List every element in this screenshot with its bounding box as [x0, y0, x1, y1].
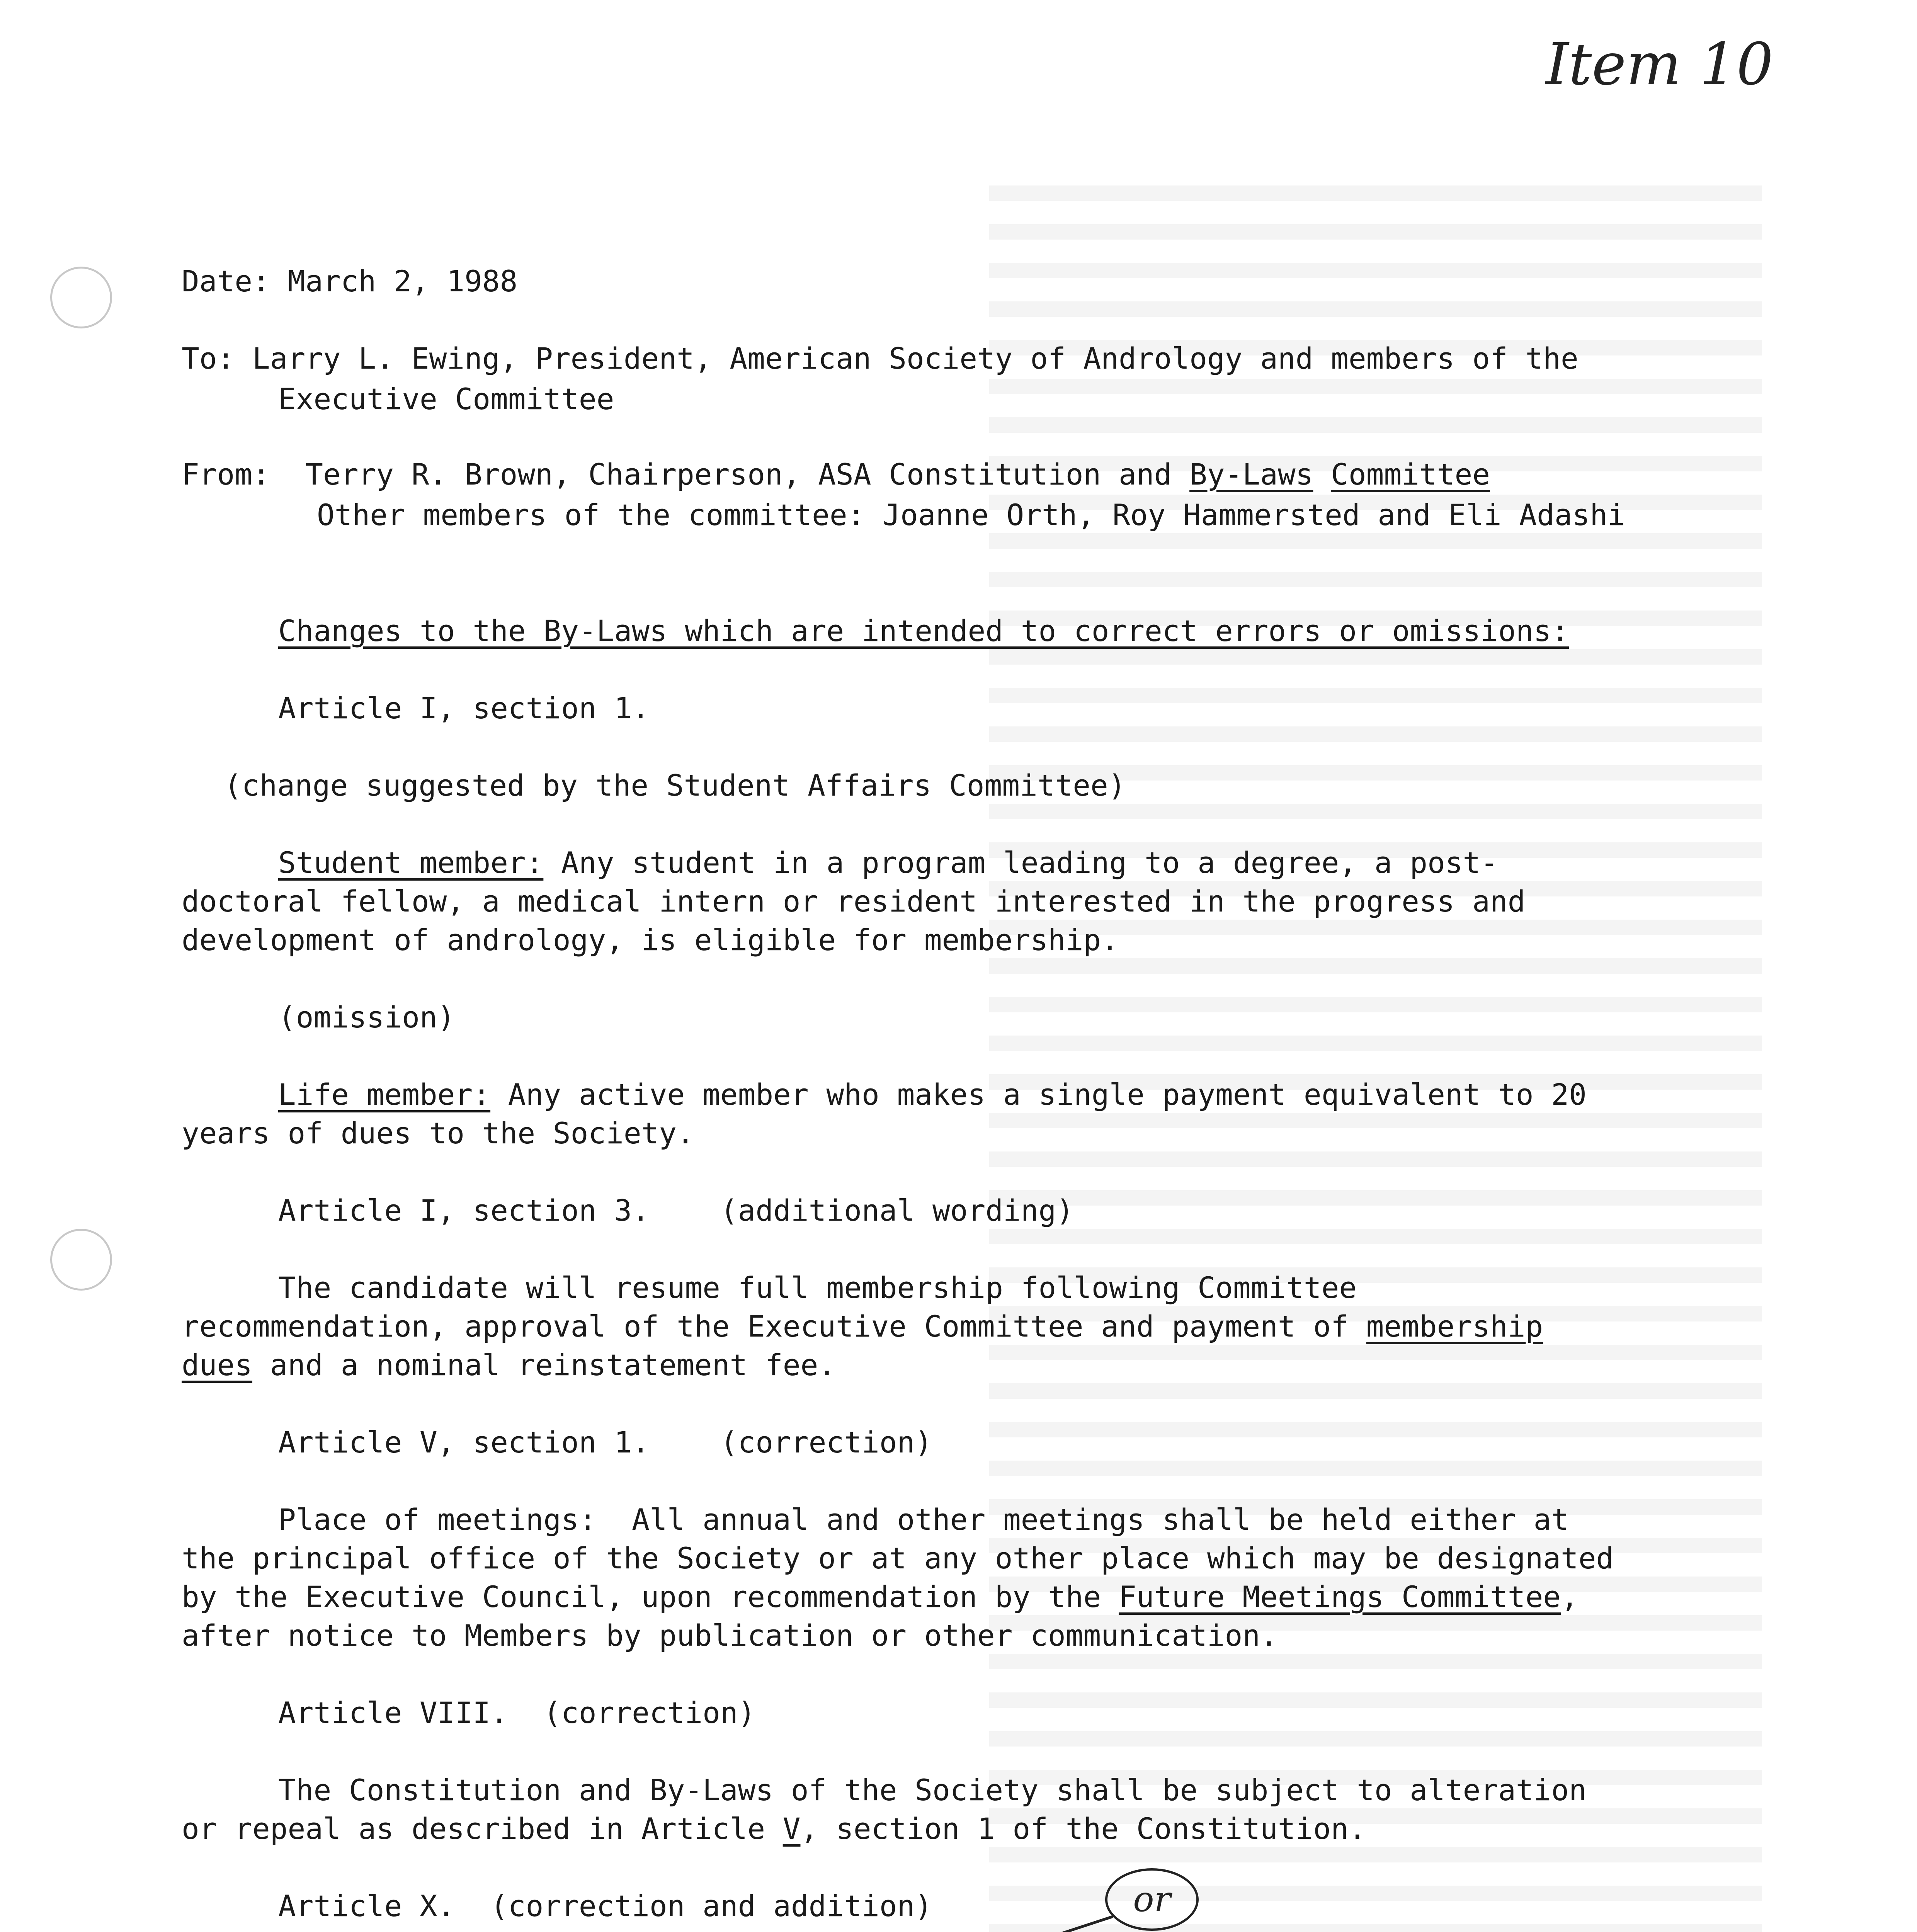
from-line-1 — [182, 457, 1490, 492]
life-member-term: Life member: — [278, 1077, 491, 1112]
article-1-note: (change suggested by the Student Affairs Committee) — [224, 768, 1126, 803]
candidate-line-3 — [182, 1350, 836, 1380]
place-comma: , — [1560, 1580, 1579, 1614]
article-10: Article X. (correction and addition) — [278, 1889, 932, 1923]
from-text: From: Terry R. Brown, Chairperson, ASA Constitution and — [182, 457, 1190, 492]
article-8: Article VIII. (correction) — [278, 1696, 756, 1730]
student-member-text: Any student in a program leading to a degree, a post- — [543, 845, 1499, 880]
section-title: Changes to the By-Laws which are intended to correct errors or omissions: — [278, 614, 1569, 648]
article-1-section-1: Article I, section 1. — [278, 691, 650, 725]
place-line-1: Place of meetings: All annual and other meetings shall be held either at — [278, 1502, 1569, 1537]
bleed-through-shadow — [989, 185, 1762, 1932]
hole-punch-middle — [50, 1229, 112, 1291]
life-member-line-1 — [278, 1077, 1587, 1112]
from-space — [1313, 457, 1331, 492]
handwritten-item-label: Item 10 — [1546, 31, 1774, 98]
date-line: Date: March 2, 1988 — [182, 264, 518, 298]
constitution-line-1: The Constitution and By-Laws of the Society shall be subject to alteration — [278, 1773, 1587, 1807]
handwritten-or-text: or — [1133, 1879, 1171, 1920]
article-5-section-1: Article V, section 1. (correction) — [278, 1425, 932, 1459]
candidate-line-1: The candidate will resume full membership following Committee — [278, 1270, 1357, 1305]
future-meetings-underlined: Future Meetings Committee — [1119, 1580, 1561, 1614]
student-member-term: Student member: — [278, 845, 544, 880]
article-1-section-3: Article I, section 3. (additional wording) — [278, 1193, 1074, 1228]
life-member-line-2: years of dues to the Society. — [182, 1116, 694, 1150]
from-line-2: Other members of the committee: Joanne Orth, Roy Hammersted and Eli Adashi — [317, 498, 1625, 532]
hole-punch-top — [50, 267, 112, 328]
omission-label: (omission) — [278, 1000, 455, 1034]
to-line-2: Executive Committee — [278, 382, 614, 416]
place-line-4: after notice to Members by publication or other communication. — [182, 1618, 1278, 1653]
place-line-3 — [182, 1582, 1579, 1612]
from-bylaws-underlined: By-Laws — [1189, 457, 1313, 492]
article-v-underlined: V — [782, 1811, 801, 1846]
candidate-line-2 — [182, 1309, 1543, 1344]
handwritten-or — [1105, 1868, 1199, 1931]
place-line-2: the principal office of the Society or at any other place which may be designated — [182, 1541, 1614, 1575]
student-member-line-3: development of andrology, is eligible for membership. — [182, 923, 1119, 957]
place-text: by the Executive Council, upon recommendation by the — [182, 1580, 1119, 1614]
candidate-text: recommendation, approval of the Executive Committee and payment of — [182, 1309, 1366, 1344]
to-line-1: To: Larry L. Ewing, President, American Society of Andrology and members of the — [182, 341, 1579, 376]
constitution-text-end: , section 1 of the Constitution. — [800, 1811, 1366, 1846]
candidate-text-end: and a nominal reinstatement fee. — [252, 1348, 836, 1382]
student-member-line-1 — [278, 845, 1499, 880]
constitution-text: or repeal as described in Article — [182, 1811, 783, 1846]
student-member-line-2: doctoral fellow, a medical intern or resident interested in the progress and — [182, 884, 1526, 918]
membership-underlined: membership — [1366, 1309, 1543, 1344]
dues-underlined: dues — [182, 1348, 253, 1382]
from-committee-underlined: Committee — [1331, 457, 1490, 492]
life-member-text: Any active member who makes a single payment equivalent to 20 — [490, 1077, 1587, 1112]
constitution-line-2 — [182, 1811, 1366, 1846]
